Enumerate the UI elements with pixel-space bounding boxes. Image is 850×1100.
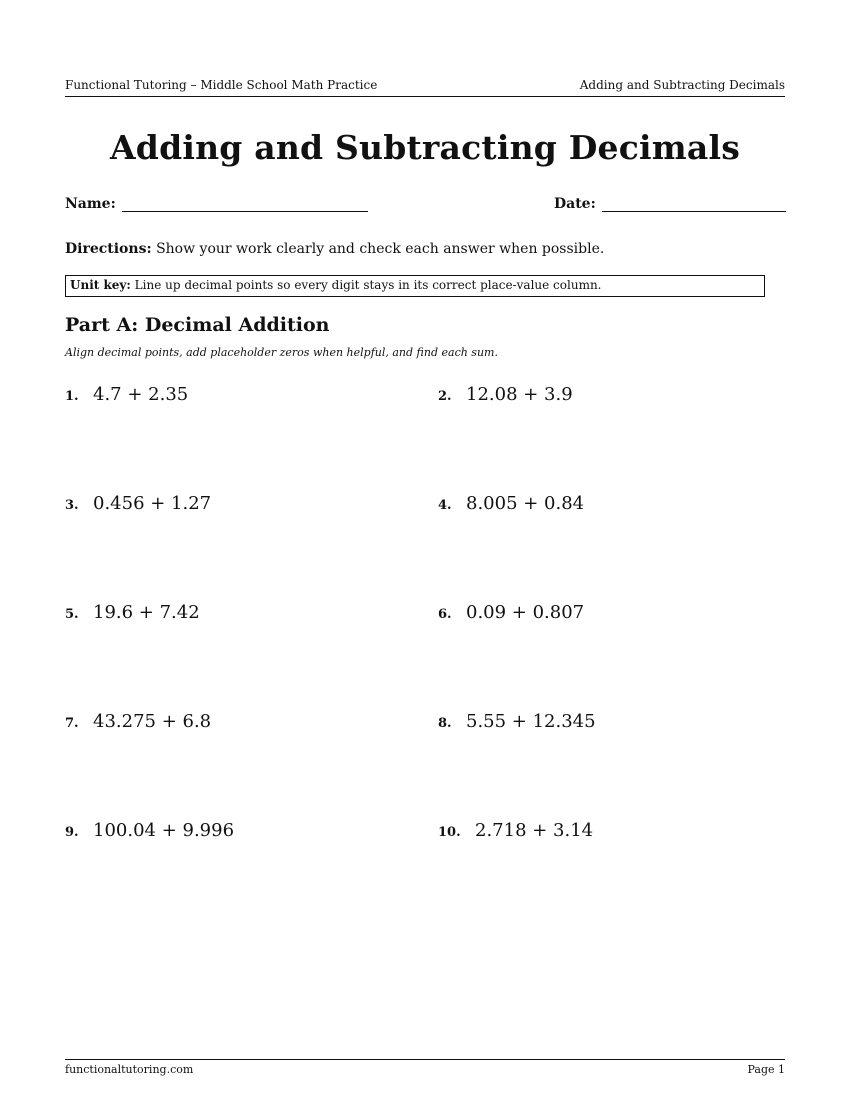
problem-expression: 5.55 + 12.345: [466, 711, 596, 732]
page-footer: [65, 1059, 785, 1077]
problem-number: 9.: [65, 825, 79, 840]
date-blank-line[interactable]: [602, 196, 786, 212]
problem-item: [438, 820, 593, 842]
problem-expression: 0.456 + 1.27: [93, 493, 212, 514]
worksheet-title: Adding and Subtracting Decimals: [110, 128, 740, 167]
problem-expression: 8.005 + 0.84: [466, 493, 585, 514]
part-a-heading: Part A: Decimal Addition: [65, 314, 330, 336]
header-course-title: Functional Tutoring – Middle School Math Practice: [65, 78, 378, 92]
problem-number: 8.: [438, 716, 452, 731]
problem-expression: 0.09 + 0.807: [466, 602, 585, 623]
problem-number: 4.: [438, 498, 452, 513]
problem-number: 1.: [65, 389, 79, 404]
problem-number: 7.: [65, 716, 79, 731]
name-label: Name:: [65, 196, 116, 212]
unit-key-box: [65, 275, 765, 297]
problem-item: [438, 711, 596, 733]
unit-key-label: Unit key:: [70, 278, 131, 292]
problem-item: [65, 384, 188, 406]
problem-expression: 12.08 + 3.9: [466, 384, 573, 405]
problem-item: [65, 602, 200, 624]
page-header: [65, 78, 785, 97]
problem-item: [438, 493, 584, 515]
problem-number: 3.: [65, 498, 79, 513]
problem-item: [65, 820, 234, 842]
unit-key-text: Line up decimal points so every digit stays in its correct place-value column.: [134, 278, 602, 292]
date-field: [554, 196, 786, 212]
worksheet-page: [65, 0, 785, 1100]
problem-item: [65, 493, 211, 515]
footer-website: functionaltutoring.com: [65, 1063, 194, 1076]
problem-expression: 100.04 + 9.996: [93, 820, 235, 841]
header-topic-title: Adding and Subtracting Decimals: [579, 78, 785, 92]
problem-number: 5.: [65, 607, 79, 622]
footer-page-number: Page 1: [747, 1063, 785, 1076]
problem-expression: 19.6 + 7.42: [93, 602, 200, 623]
problem-item: [438, 384, 573, 406]
problem-expression: 2.718 + 3.14: [475, 820, 594, 841]
problem-number: 6.: [438, 607, 452, 622]
part-a-instruction: Align decimal points, add placeholder zeros when helpful, and find each sum.: [65, 346, 498, 359]
problem-expression: 4.7 + 2.35: [93, 384, 189, 405]
problem-item: [438, 602, 584, 624]
name-date-row: [65, 196, 785, 218]
name-blank-line[interactable]: [122, 196, 368, 212]
directions-label: Directions:: [65, 241, 152, 257]
directions-text: Show your work clearly and check each answer when possible.: [156, 241, 605, 257]
directions: [65, 240, 785, 258]
problem-number: 10.: [438, 825, 461, 840]
problem-expression: 43.275 + 6.8: [93, 711, 212, 732]
problem-item: [65, 711, 211, 733]
problem-number: 2.: [438, 389, 452, 404]
date-label: Date:: [554, 196, 596, 212]
name-field: [65, 196, 368, 212]
